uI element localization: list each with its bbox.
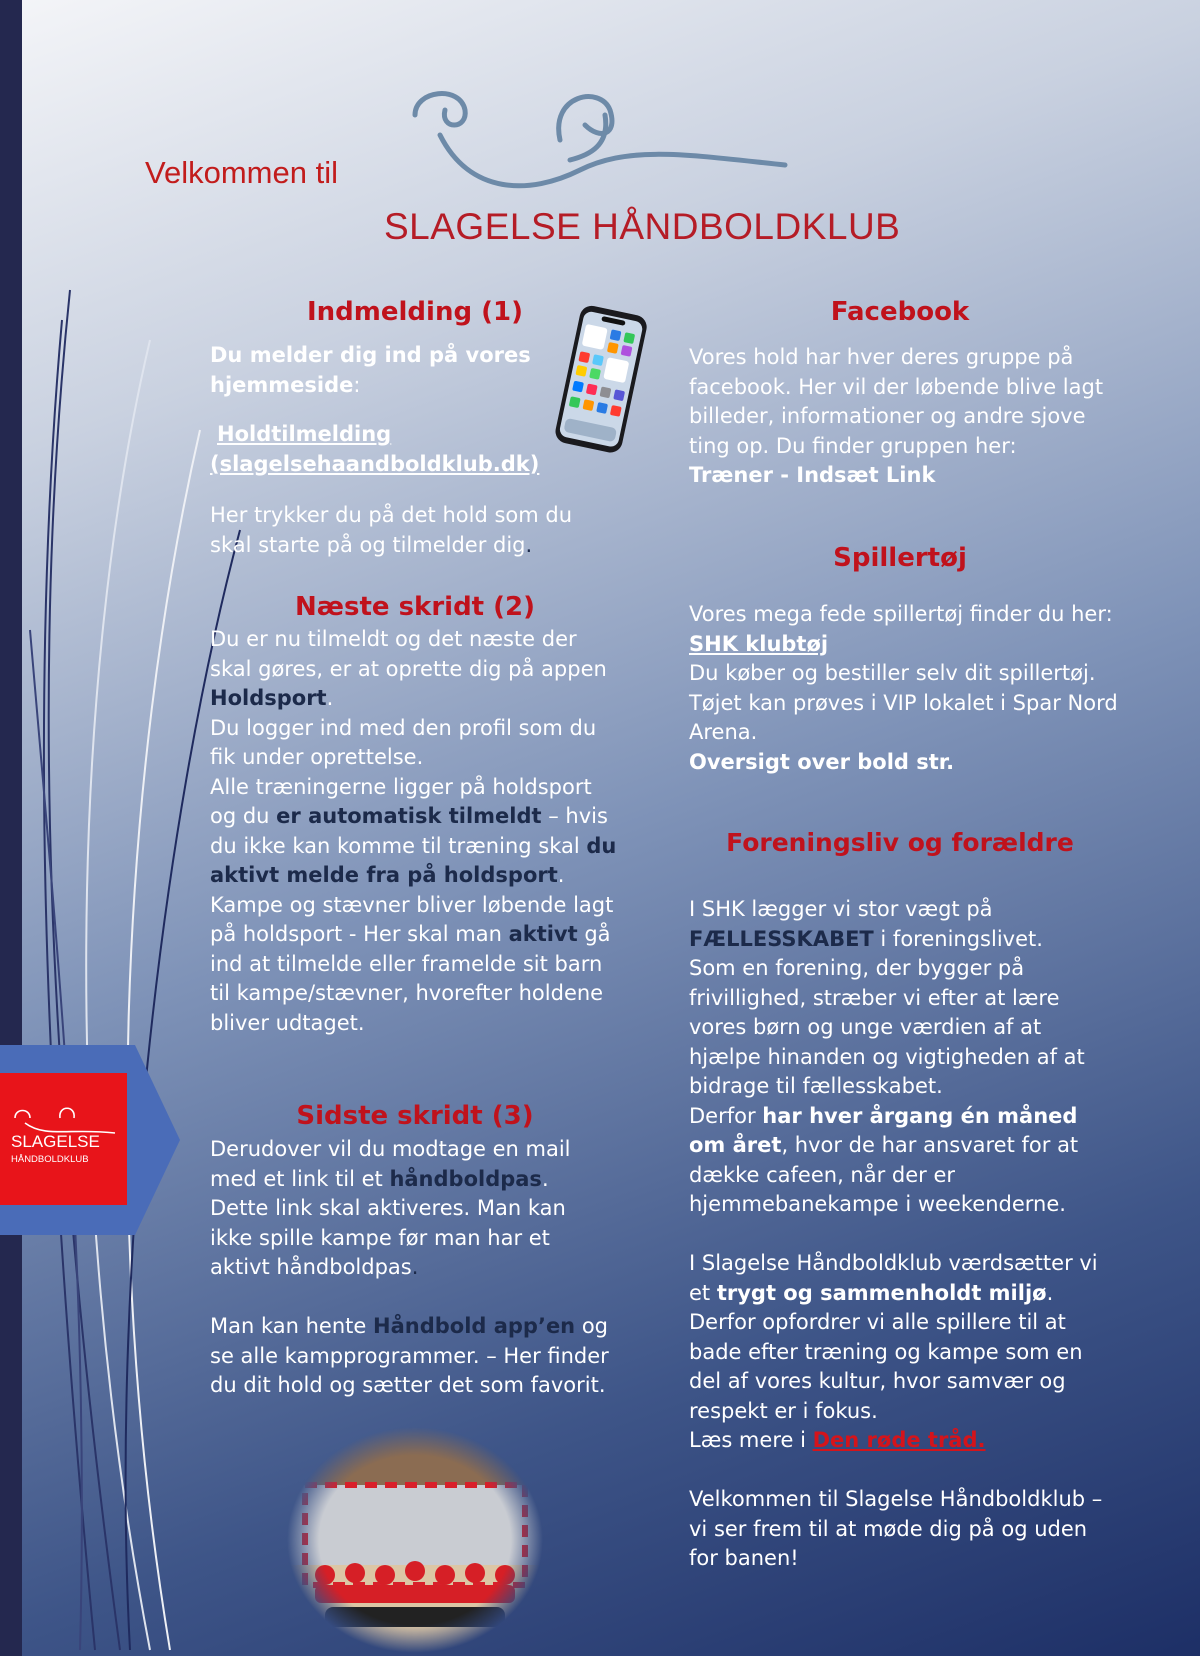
spillertoej-title: Spillertøj [833,543,967,573]
foreningsliv-title: Foreningsliv og forældre [726,828,1074,857]
club-logo-swirl [410,85,790,200]
sidste-skridt-body: Derudover vil du modtage en mail med et link til et håndboldpas. Dette link skal aktiveres. Man kan ikke spille kampe før man har et aktivt håndboldpas. Man kan hente Håndbold app’en og se alle kampprogrammer. – Her finder du dit hold og sætter det som favorit. [210,1137,609,1397]
indmelding-intro-bold: Du melder dig ind på vores hjemmeside [210,343,531,397]
sidste-skridt-title: Sidste skridt (3) [296,1101,534,1131]
welcome-text: Velkommen til [145,155,338,190]
foreningsliv-body: I SHK lægger vi stor vægt på FÆLLESSKABET i foreningslivet. Som en forening, der bygger på frivillighed, stræber vi efter at lære vores børn og unge værdien af at hjælpe hinanden og vigtigheden af at bidrage til fællesskabet. Derfor har hver årgang én måned om året, hvor de har ansvaret for at dække cafeen, når der er hjemmebanekampe i weekenderne. I Slagelse Håndboldklub værdsætter vi et trygt og sammenholdt miljø. Derfor opfordrer vi alle spillere til at bade efter træning og kampe som en del af vores kultur, hvor samvær og respekt er i fokus. Læs mere i Den røde tråd. Velkommen til Slagelse Håndboldklub – vi ser frem til at møde dig på og uden for banen! [689,897,1103,1570]
naeste-skridt-title: Næste skridt (2) [294,592,536,622]
team-photo [285,1425,545,1655]
facebook-link-placeholder: Træner - Indsæt Link [689,463,936,487]
facebook-body: Vores hold har hver deres gruppe på facebook. Her vil der løbende blive lagt billeder, informationer og andre sjove ting op. Du finder gruppen her: Træner - Indsæt Link [689,345,1104,487]
badge-line1: SLAGELSE [11,1132,100,1151]
den-roede-traad-link[interactable]: Den røde tråd. [812,1428,986,1452]
bold-sizes-text: Oversigt over bold str. [689,749,955,774]
badge-line2: HÅNDBOLDKLUB [11,1154,89,1165]
holdtilmelding-link[interactable]: Holdtilmelding (slagelsehaandboldklub.dk) [210,422,540,476]
club-name-title: SLAGELSE HÅNDBOLDKLUB [384,206,901,247]
shk-klubtoej-link[interactable]: SHK klubtøj [689,631,829,656]
facebook-title: Facebook [830,297,970,327]
indmelding-intro: Du melder dig ind på vores hjemmeside: [210,343,531,397]
indmelding-title: Indmelding (1) [307,297,523,327]
spillertoej-body: Vores mega fede spillertøj finder du her: SHK klubtøj Du køber og bestiller selv dit spillertøj. Tøjet kan prøves i VIP lokalet i Spar Nord Arena. Oversigt over bold str. [689,602,1118,774]
indmelding-body: Her trykker du på det hold som du skal starte på og tilmelder dig. [210,503,573,557]
naeste-skridt-body: Du er nu tilmeldt og det næste der skal gøres, er at oprette dig på appen Holdsport. Du logger ind med den profil som du fik under oprettelse. Alle træningerne ligger på holdsport og du er automatisk tilmeldt – hvis du ikke kan komme til træning skal du aktivt melde fra på holdsport. Kampe og stævner bliver løbende lagt på holdsport - Her skal man aktivt gå ind at tilmelde eller framelde sit barn til kampe/stævner, hvorefter holdene bliver udtaget. [210,627,617,1035]
